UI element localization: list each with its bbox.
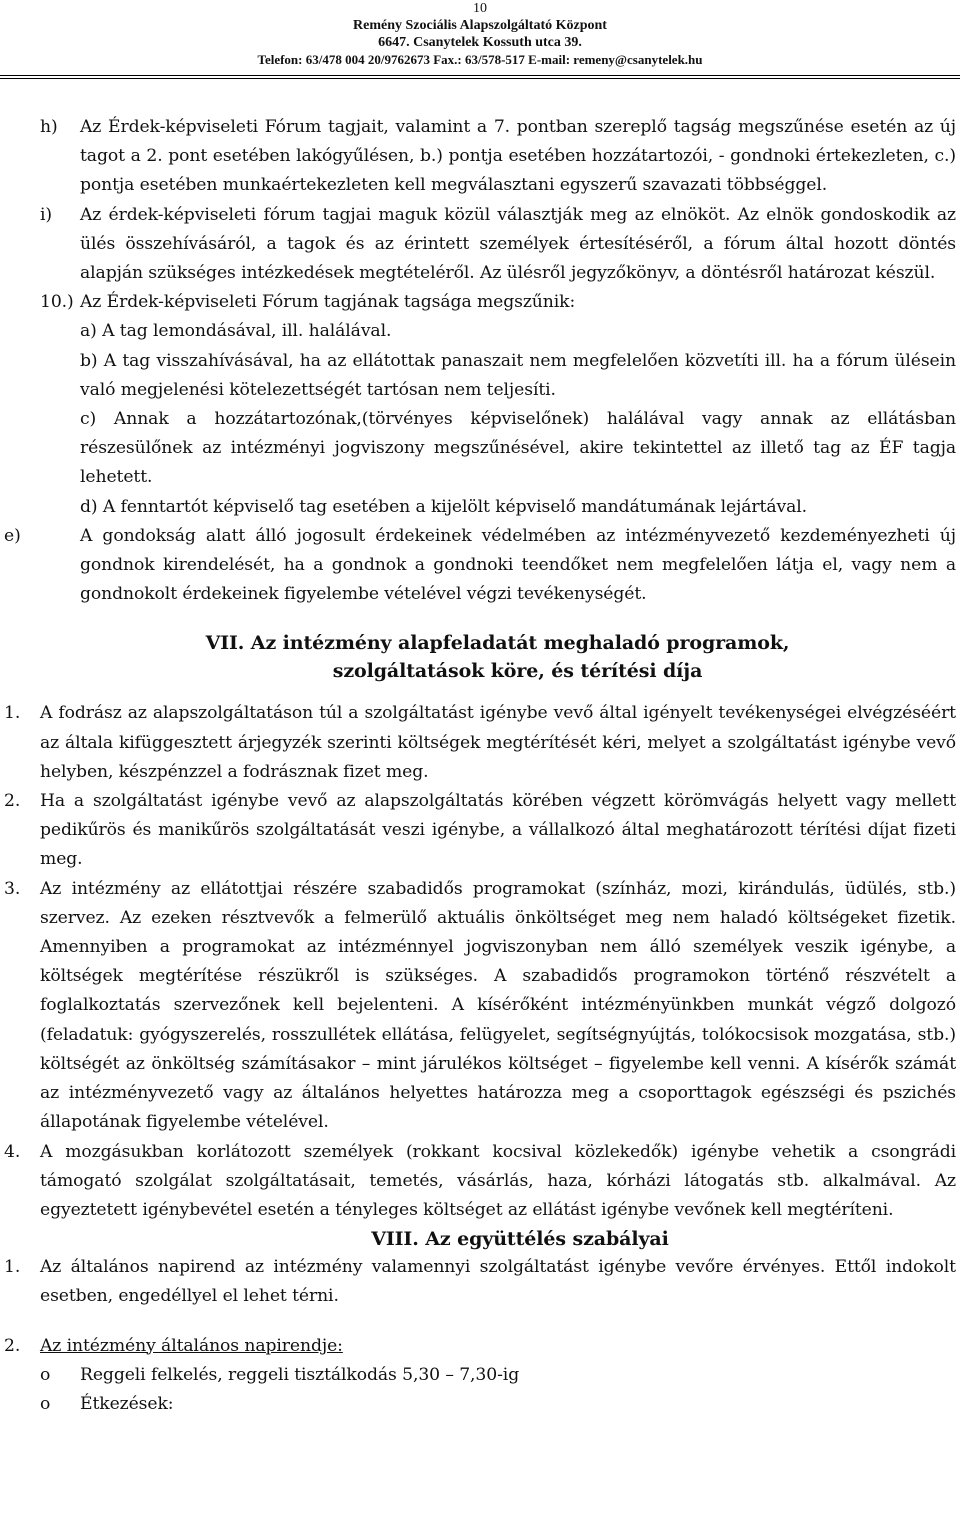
- viii-item-1: [0, 1253, 960, 1311]
- viii-item-2: [0, 1332, 960, 1361]
- section-i: [0, 201, 960, 289]
- section-10: [0, 288, 960, 317]
- section-10-text: Az Érdek-képviseleti Fórum tagjának tagsága megszűnik:: [80, 292, 576, 313]
- chapter-vii-title-line2: szolgáltatások köre, és térítési díja: [332, 660, 703, 683]
- section-h-label: h): [40, 117, 58, 137]
- item-text: Ha a szolgáltatást igénybe vevő az alapszolgáltatás körében végzett körömvágás helyett vagy mellett pedikűrös és manikűrös szolgáltatását veszi igénybe, a vállalkozó által meghatározott térítési díjat fizeti meg.: [40, 791, 956, 870]
- section-h: [0, 113, 960, 201]
- bullet-text: Reggeli felkelés, reggeli tisztálkodás 5,30 – 7,30-ig: [80, 1364, 520, 1385]
- section-e-label: e): [4, 525, 21, 546]
- section-e: [0, 522, 960, 610]
- item-text: Az intézmény általános napirendje:: [40, 1335, 343, 1356]
- item-number: 2.: [4, 1335, 21, 1356]
- item-number: 1.: [4, 1257, 21, 1278]
- bullet-marker: o: [40, 1364, 51, 1385]
- viii-bullet-2: [0, 1390, 960, 1419]
- item-number: 4.: [4, 1141, 21, 1162]
- section-10-item-a: [0, 317, 960, 346]
- bullet-marker: o: [40, 1393, 51, 1414]
- chapter-vii-title-line1: VII. Az intézmény alapfeladatát meghaladó programok,: [205, 632, 790, 655]
- list-item: c) Annak a hozzátartozónak,(törvényes képviselőnek) halálával vagy annak az ellátásban részesülőnek az intézményi jogviszony megszűnésével, akire tekintettel az illető tag az ÉF tagja lehetett.: [80, 409, 956, 488]
- chapter-vii-title: [0, 629, 960, 685]
- item-number: 2.: [4, 791, 21, 812]
- section-e-text: A gondokság alatt álló jogosult érdekeinek védelmében az intézményvezető kezdeményezheti új gondnok kirendelését, ha a gondnok a gondnoki teendőket nem megfelelően látja el, vagy nem a gondnokolt érdekeinek figyelembe vételével végzi tevékenységét.: [80, 525, 956, 605]
- vii-item-3: [0, 875, 960, 1138]
- document-body: [0, 113, 960, 1419]
- list-item: d) A fenntartót képviselő tag esetében a kijelölt képviselő mandátumának lejártával.: [80, 496, 808, 517]
- viii-bullet-1: [0, 1361, 960, 1390]
- list-item: a) A tag lemondásával, ill. halálával.: [80, 321, 392, 342]
- section-10-item-c: [0, 405, 960, 493]
- page-number: 10: [473, 1, 487, 16]
- vii-item-4: [0, 1138, 960, 1226]
- item-text: Az intézmény az ellátottjai részére szabadidős programokat (színház, mozi, kirándulás, üdülés, stb.) szervez. Az ezeken résztvevők a felmerülő aktuális önköltséget meg nem haladó költségeket fizetik. Amennyiben a programokat az intézménnyel jogviszonyban nem álló személyek veszik igénybe, a költségek megtérítése részükről is szükséges. A szabadidős programokon történő részvételt a foglalkoztatás szervezőnek kell bejelenteni. A kísérőként intézményünkben munkát végző dolgozó (feladatuk: gyógyszerelés, rosszullétek ellátása, felügyelet, segítségnyújtás, tolókocsisok mozgatása, stb.) költségét az önköltség számításakor – mint járulékos költséget – figyelembe kell venni. A kísérők számát az intézményvezető vagy az általános helyettes határozza meg a csoporttagok egészségi és pszichés állapotának figyelembe vételével.: [40, 878, 956, 1133]
- section-i-label: i): [40, 204, 53, 225]
- item-text: Az általános napirend az intézmény valamennyi szolgáltatást igénybe vevőre érvényes. Ettől indokolt esetben, engedéllyel el lehet térni.: [40, 1257, 956, 1307]
- header-rule-top: [0, 75, 960, 76]
- section-i-text: Az érdek-képviseleti fórum tagjai maguk közül választják meg az elnököt. Az elnök gondoskodik az ülés összehívásáról, a tagok és az érintett személyek értesítéséről, a fórum által hozott döntés alapján szükséges intézkedések megtételéről. Az ülésről jegyzőkönyv, a döntésről határozat készül.: [80, 204, 956, 284]
- header-rule-bottom: [0, 78, 960, 79]
- vii-item-1: [0, 699, 960, 787]
- section-h-text: Az Érdek-képviseleti Fórum tagjait, valamint a 7. pontban szereplő tagság megszűnése esetén az új tagot a 2. pont esetében lakógyűlésen, b.) pontja esetében hozzátartozói, - gondnoki értekezleten, c.) pontja esetében munkaértekezleten kell megválasztani egyszerű szavazati többséggel.: [80, 117, 956, 196]
- vii-item-2: [0, 787, 960, 875]
- chapter-viii-title: VIII. Az együttélés szabályai: [371, 1228, 669, 1251]
- bullet-text: Étkezések:: [80, 1393, 174, 1414]
- org-contact: Telefon: 63/478 004 20/9762673 Fax.: 63/578-517 E-mail: remeny@csanytelek.hu: [257, 52, 703, 67]
- list-item: b) A tag visszahívásával, ha az ellátottak panaszait nem megfelelően közvetíti ill. ha a fórum ülésein való megjelenési kötelezettségét tartósan nem teljesíti.: [80, 350, 956, 400]
- item-text: A mozgásukban korlátozott személyek (rokkant kocsival közlekedők) igénybe vehetik a csongrádi támogató szolgálat szolgáltatásait, temetés, vásárlás, haza, kórházi látogatás stb. alkalmával. Az egyeztetett igénybevétel esetén a tényleges költséget az ellátást igénybe vevőnek kell megtéríteni.: [40, 1141, 956, 1220]
- section-10-item-b: [0, 347, 960, 405]
- item-number: 1.: [4, 703, 21, 724]
- org-name: Remény Szociális Alapszolgáltató Központ: [353, 18, 607, 33]
- org-address: 6647. Csanytelek Kossuth utca 39.: [378, 35, 582, 50]
- item-text: A fodrász az alapszolgáltatáson túl a szolgáltatást igénybe vevő által igényelt tevékenységei elvégzéséért az általa kifüggesztett árjegyzék szerinti költségek megtérítését kéri, melyet a szolgáltatást igénybe vevő helyben, készpénzzel a fodrásznak fizet meg.: [40, 703, 956, 782]
- section-10-item-d: [0, 493, 960, 522]
- section-10-label: 10.): [40, 292, 74, 313]
- item-number: 3.: [4, 878, 21, 899]
- letterhead: [0, 0, 960, 68]
